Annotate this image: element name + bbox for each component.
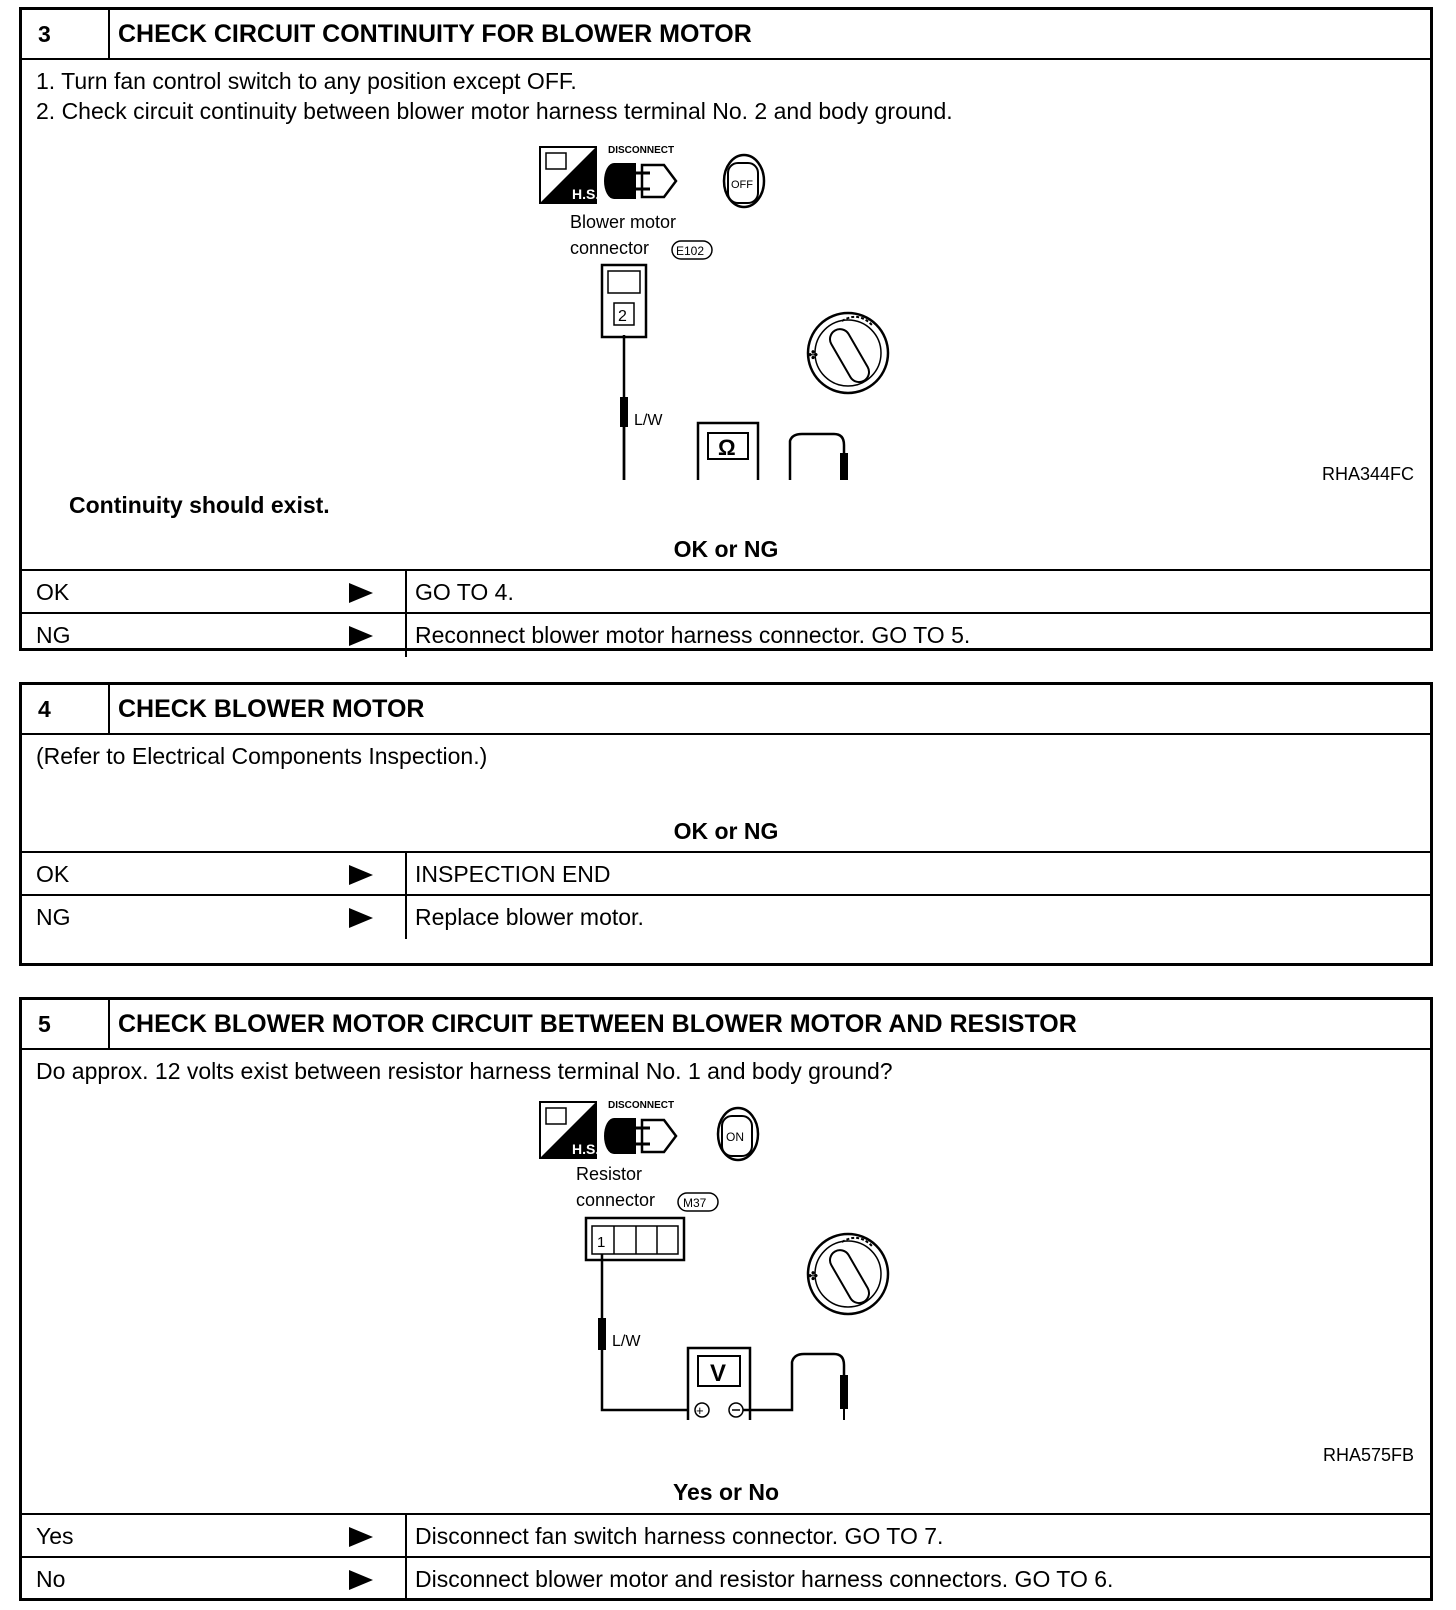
- result-action: Replace blower motor.: [415, 904, 644, 930]
- expected-result-note: Continuity should exist.: [69, 492, 330, 518]
- fan-control-knob: [808, 1234, 888, 1314]
- fan-icon: ✤: [808, 1269, 819, 1283]
- step-title: CHECK BLOWER MOTOR CIRCUIT BETWEEN BLOWER MOTOR AND RESISTOR: [118, 1009, 1077, 1038]
- step-number: 4: [22, 685, 110, 733]
- result-key-cell: [22, 896, 407, 939]
- result-key-cell: [22, 614, 407, 657]
- hs-label: H.S.: [572, 1141, 600, 1157]
- result-key: No: [36, 1566, 66, 1592]
- result-heading: OK or NG: [673, 536, 779, 562]
- arrow-right-icon: [349, 1527, 373, 1547]
- connector-label-line1: Blower motor: [570, 212, 677, 232]
- fan-icon: ✤: [808, 348, 819, 362]
- result-key: NG: [36, 622, 71, 648]
- result-action: GO TO 4.: [415, 579, 514, 605]
- result-row-ng: [22, 612, 1430, 657]
- arrow-right-icon: [349, 583, 373, 603]
- terminal-number: 1: [597, 1234, 606, 1251]
- wire-color: L/W: [634, 412, 663, 429]
- ignition-state: OFF: [731, 179, 753, 191]
- voltmeter: [688, 1348, 750, 1420]
- ignition-key-icon: [718, 1108, 758, 1160]
- figure-code: RHA344FC: [1321, 464, 1414, 484]
- step-number: 3: [22, 10, 110, 58]
- disconnect-icon: [604, 145, 676, 199]
- positive-terminal: +: [696, 1403, 704, 1418]
- meter-symbol: Ω: [718, 435, 736, 460]
- resistor-connector: [586, 1218, 684, 1260]
- fan-control-knob: [808, 313, 888, 393]
- result-key: OK: [36, 861, 70, 887]
- result-key-cell: [22, 571, 407, 614]
- meter-symbol: V: [710, 1360, 727, 1387]
- step-5-header: [22, 1000, 1430, 1050]
- disconnect-label: DISCONNECT: [608, 145, 675, 156]
- arrow-right-icon: [349, 908, 373, 928]
- result-key-cell: [22, 1515, 407, 1558]
- step-5-box: [19, 997, 1433, 1601]
- blower-motor-connector: [602, 265, 646, 337]
- connector-code: M37: [683, 1196, 707, 1210]
- result-row-ng: [22, 894, 1430, 939]
- result-key: NG: [36, 904, 71, 930]
- connector-code: E102: [676, 244, 705, 258]
- result-key-cell: [22, 853, 407, 896]
- instruction-1: Do approx. 12 volts exist between resistor harness terminal No. 1 and body ground?: [36, 1058, 893, 1084]
- ignition-state: ON: [726, 1130, 744, 1144]
- figure-code: RHA575FB: [1322, 1445, 1414, 1465]
- connector-label-line2: connector: [576, 1190, 656, 1210]
- ohmmeter: [698, 423, 758, 480]
- result-heading: OK or NG: [673, 818, 779, 844]
- connector-label-line2: connector: [570, 238, 650, 258]
- disconnect-icon: [604, 1100, 676, 1154]
- result-key: OK: [36, 579, 70, 605]
- hs-label: H.S.: [572, 186, 600, 202]
- instruction-1: (Refer to Electrical Components Inspection.): [36, 743, 488, 769]
- step-title: CHECK CIRCUIT CONTINUITY FOR BLOWER MOTOR: [118, 19, 752, 48]
- arrow-right-icon: [349, 626, 373, 646]
- disconnect-label: DISCONNECT: [608, 1100, 675, 1111]
- result-key: Yes: [36, 1523, 74, 1549]
- harness-side-icon: [540, 147, 599, 203]
- step-number: 5: [22, 1000, 110, 1048]
- result-row-ok: [22, 851, 1430, 896]
- connector-label-line1: Resistor: [576, 1164, 643, 1184]
- step-title: CHECK BLOWER MOTOR: [118, 694, 425, 723]
- continuity-check-diagram: [522, 135, 912, 480]
- result-action: Disconnect blower motor and resistor harness connectors. GO TO 6.: [415, 1566, 1114, 1592]
- result-key-cell: [22, 1558, 407, 1601]
- step-3-header: [22, 10, 1430, 60]
- instruction-1: 1. Turn fan control switch to any position except OFF.: [36, 68, 577, 94]
- arrow-right-icon: [349, 1570, 373, 1590]
- step-4-box: [19, 682, 1433, 966]
- result-row-yes: [22, 1513, 1430, 1558]
- instruction-2: 2. Check circuit continuity between blower motor harness terminal No. 2 and body ground.: [36, 98, 953, 124]
- ground-symbol: [832, 1408, 856, 1420]
- harness-side-icon: [540, 1102, 599, 1158]
- result-action: Reconnect blower motor harness connector. GO TO 5.: [415, 622, 971, 648]
- wire-color: L/W: [612, 1333, 641, 1350]
- result-heading: Yes or No: [672, 1479, 780, 1505]
- result-row-ok: [22, 569, 1430, 614]
- voltage-check-diagram: [522, 1090, 912, 1420]
- terminal-number: 2: [618, 308, 627, 325]
- step-4-header: [22, 685, 1430, 735]
- arrow-right-icon: [349, 865, 373, 885]
- result-action: Disconnect fan switch harness connector. GO TO 7.: [415, 1523, 944, 1549]
- step-3-box: [19, 7, 1433, 651]
- result-row-no: [22, 1556, 1430, 1601]
- ignition-key-icon: [724, 155, 764, 207]
- result-action: INSPECTION END: [415, 861, 611, 887]
